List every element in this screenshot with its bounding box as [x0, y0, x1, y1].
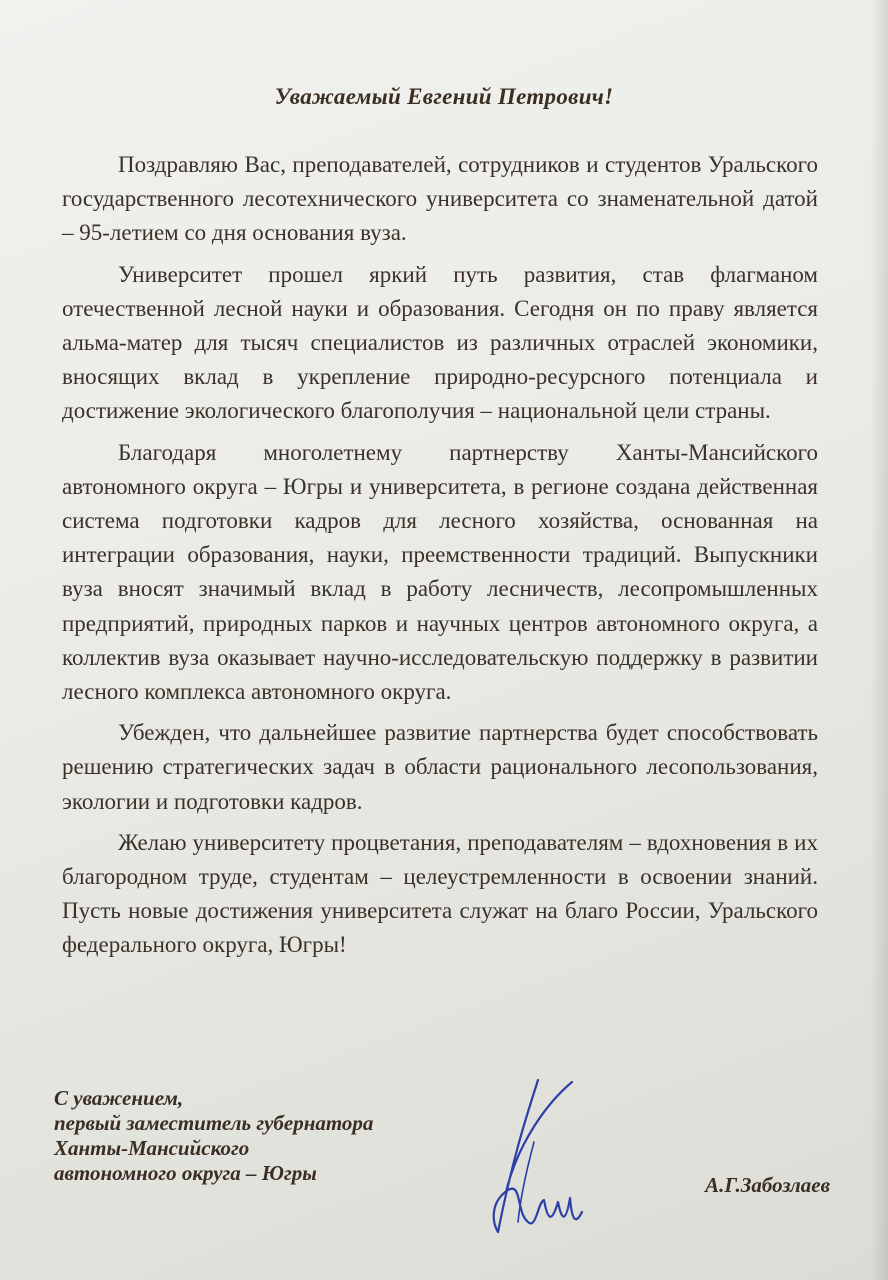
paragraph-partnership: Благодаря многолетнему партнерству Ханты-Мансийского автономного округа – Югры и университета, в регионе создана действенная система подготовки кадров для лесного хозяйства, основанная на интеграции образования, науки, преемственности традиций. Выпускники вуза вносят значимый вклад в работу лесничеств, лесопромышленных предприятий, природных парков и научных центров автономного округа, а коллектив вуза оказывает научно-исследовательскую поддержку в развитии лесного комплекса автономного округа. — [62, 439, 818, 705]
signer-name: А.Г.Забозлаев — [705, 1173, 830, 1197]
paragraph-university-path: Университет прошел яркий путь развития, став флагманом отечественной лесной науки и образования. Сегодня он по праву является альма-матер для тысяч специалистов из различных отраслей экономики, вносящих вклад в укрепление природно-ресурсного потенциала и достижение экологического благополучия – национальной цели страны. — [62, 261, 818, 424]
paragraph-congratulation: Поздравляю Вас, преподавателей, сотрудников и студентов Уральского государственного лесотехнического университета со знаменательной датой – 95-летием со дня основания вуза. — [62, 152, 818, 246]
closing-block — [54, 1086, 474, 1186]
closing-region-line1: Ханты-Мансийского — [54, 1136, 250, 1160]
closing-regards: С уважением, — [54, 1086, 184, 1110]
handwritten-signature — [478, 1072, 598, 1252]
paragraph-wishes: Желаю университету процветания, преподавателям – вдохновения в их благородном труде, студентам – целеустремленности в освоении знаний. Пусть новые достижения университета служат на благо России, Уральского федерального округа, Югры! — [62, 829, 818, 958]
closing-position: первый заместитель губернатора — [54, 1111, 374, 1135]
letter-body — [62, 148, 818, 970]
paragraph-conviction: Убежден, что дальнейшее развитие партнерства будет способствовать решению стратегических задач в области рационального лесопользования, экологии и подготовки кадров. — [62, 720, 818, 814]
closing-region-line2: автономного округа – Югры — [54, 1161, 317, 1185]
salutation: Уважаемый Евгений Петрович! — [274, 84, 614, 109]
page-edge-shadow — [870, 0, 888, 1280]
